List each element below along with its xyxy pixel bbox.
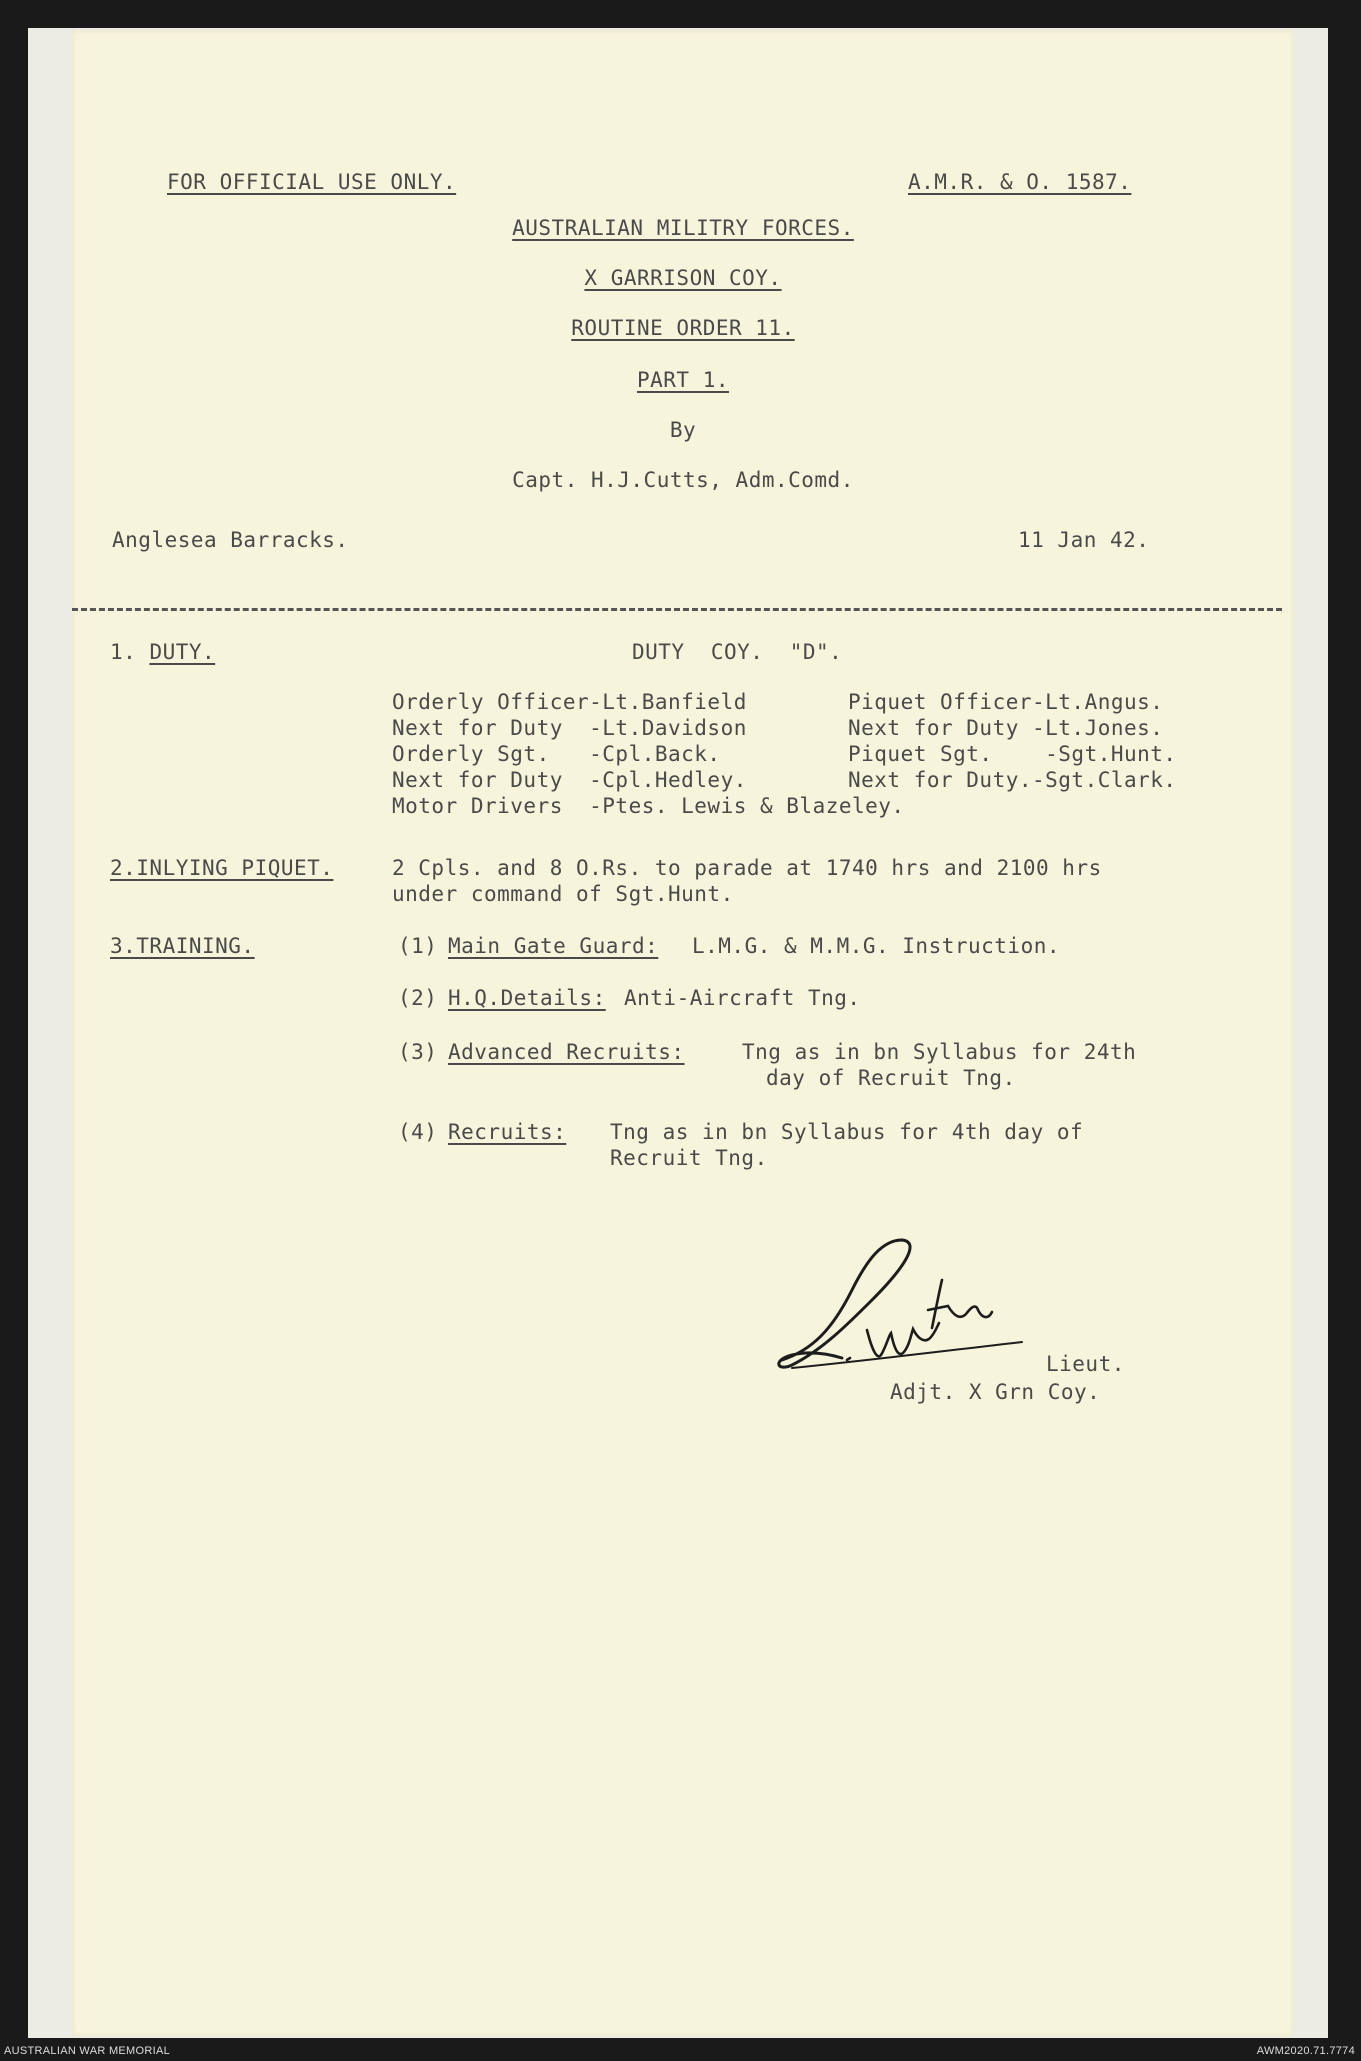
issuer: Capt. H.J.Cutts, Adm.Comd.	[512, 468, 854, 492]
part-title: PART 1.	[636, 368, 729, 392]
training-item-label: H.Q.Details:	[448, 986, 606, 1010]
duty-heading-text: DUTY.	[149, 640, 216, 664]
duty-company: DUTY COY. "D".	[632, 640, 843, 664]
training-item-label: Advanced Recruits:	[448, 1040, 685, 1064]
training-item-label: Main Gate Guard:	[448, 934, 659, 958]
dashed-divider	[72, 608, 1282, 611]
document-page	[72, 30, 1294, 2036]
duty-left-line: Next for Duty -Lt.Davidson	[392, 716, 747, 740]
duty-left-line: Next for Duty -Cpl.Hedley.	[392, 768, 747, 792]
organisation-title: AUSTRALIAN MILITRY FORCES.	[512, 216, 854, 240]
training-item-text-continued: Recruit Tng.	[610, 1146, 768, 1170]
training-item-text: L.M.G. & M.M.G. Instruction.	[692, 934, 1061, 958]
handwritten-signature	[752, 1210, 1082, 1390]
training-item-text: Tng as in bn Syllabus for 4th day of	[610, 1120, 1084, 1144]
unit-title: X GARRISON COY.	[584, 266, 782, 290]
duty-left-line: Orderly Sgt. -Cpl.Back.	[392, 742, 721, 766]
training-item-number: (4)	[398, 1120, 438, 1144]
training-item-label: Recruits:	[448, 1120, 567, 1144]
piquet-heading: 2.INLYING PIQUET.	[110, 856, 334, 880]
training-item-number: (2)	[398, 986, 438, 1010]
training-item-text-continued: day of Recruit Tng.	[766, 1066, 1016, 1090]
motor-drivers: Motor Drivers -Ptes. Lewis & Blazeley.	[392, 794, 905, 818]
training-item-number: (3)	[398, 1040, 438, 1064]
duty-right-line: Piquet Officer-Lt.Angus.	[848, 690, 1164, 714]
piquet-text-line: 2 Cpls. and 8 O.Rs. to parade at 1740 hrs and 2100 hrs	[392, 856, 1102, 880]
by-label: By	[669, 418, 697, 442]
classification-label: FOR OFFICIAL USE ONLY.	[167, 170, 457, 194]
duty-right-line: Piquet Sgt. -Sgt.Hunt.	[848, 742, 1177, 766]
archive-credit: AUSTRALIAN WAR MEMORIAL	[4, 2045, 171, 2057]
duty-right-line: Next for Duty.-Sgt.Clark.	[848, 768, 1177, 792]
duty-right-line: Next for Duty -Lt.Jones.	[848, 716, 1164, 740]
archive-accession-number: AWM2020.71.7774	[1256, 2045, 1355, 2057]
training-item-text: Tng as in bn Syllabus for 24th	[742, 1040, 1137, 1064]
order-date: 11 Jan 42.	[1018, 528, 1150, 552]
signatory-appointment: Adjt. X Grn Coy.	[890, 1380, 1101, 1404]
location: Anglesea Barracks.	[112, 528, 349, 552]
order-title: ROUTINE ORDER 11.	[571, 316, 795, 340]
signatory-rank: Lieut.	[1046, 1352, 1125, 1376]
duty-heading: 1. DUTY.	[110, 640, 216, 664]
training-item-number: (1)	[398, 934, 438, 958]
reference-number: A.M.R. & O. 1587.	[908, 170, 1132, 194]
duty-left-line: Orderly Officer-Lt.Banfield	[392, 690, 747, 714]
training-item-text: Anti-Aircraft Tng.	[624, 986, 861, 1010]
piquet-text-line: under command of Sgt.Hunt.	[392, 882, 734, 906]
training-heading: 3.TRAINING.	[110, 934, 255, 958]
